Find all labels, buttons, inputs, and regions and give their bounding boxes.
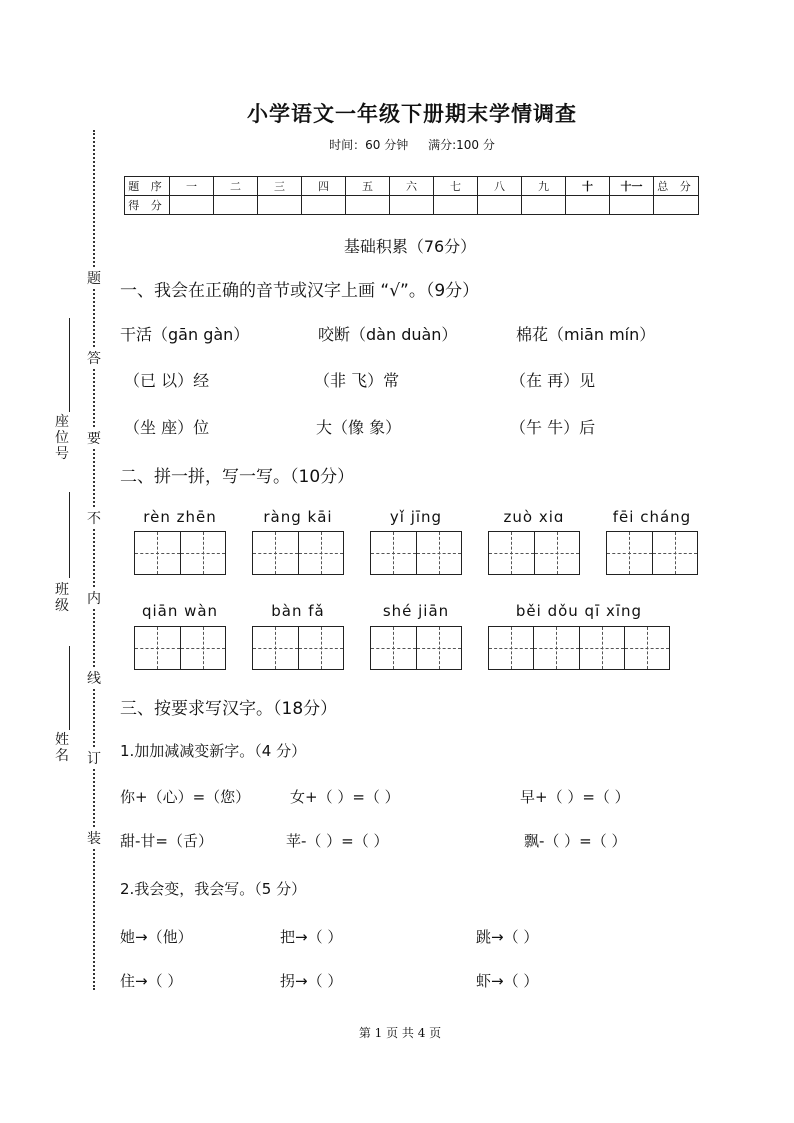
score-cell: 题 序 bbox=[125, 177, 170, 196]
q1-item[interactable]: （在 再）见 bbox=[510, 371, 596, 390]
q3-title: 三、按要求写汉字。（18分） bbox=[120, 699, 338, 719]
q3-item[interactable]: 住→（ ） bbox=[120, 972, 183, 990]
score-input-cell[interactable] bbox=[302, 196, 346, 215]
name-label: 姓名 bbox=[55, 732, 69, 764]
q1-title: 一、我会在正确的音节或汉字上画 “√”。（9分） bbox=[120, 281, 480, 301]
binding-char: 题 bbox=[86, 268, 102, 288]
binding-char: 答 bbox=[86, 348, 102, 368]
q3-item[interactable]: 虾→（ ） bbox=[476, 972, 539, 990]
tianzige-box[interactable] bbox=[606, 531, 698, 575]
binding-char: 线 bbox=[86, 668, 102, 688]
score-table-score-row bbox=[125, 196, 699, 215]
pinyin-label: bàn fǎ bbox=[271, 602, 325, 620]
q3-item[interactable]: 跳→（ ） bbox=[476, 928, 539, 946]
seat-label: 座位号 bbox=[55, 414, 69, 462]
tianzige-box[interactable] bbox=[252, 626, 344, 670]
binding-char: 要 bbox=[86, 428, 102, 448]
score-cell: 八 bbox=[478, 177, 522, 196]
tianzige-box[interactable] bbox=[370, 531, 462, 575]
q1-item[interactable]: 棉花（miān mín） bbox=[516, 325, 656, 344]
binding-char: 装 bbox=[86, 828, 102, 848]
q3-item[interactable]: 飘-（ ）=（ ） bbox=[524, 832, 627, 850]
q3-item: 甜-甘=（舌） bbox=[120, 832, 213, 850]
score-input-cell[interactable] bbox=[434, 196, 478, 215]
exam-time: 时间：60 分钟 bbox=[329, 138, 409, 152]
q1-item[interactable]: （午 牛）后 bbox=[510, 418, 596, 437]
score-input-cell[interactable] bbox=[258, 196, 302, 215]
binding-char: 内 bbox=[86, 588, 102, 608]
tianzige-box[interactable] bbox=[370, 626, 462, 670]
score-cell: 七 bbox=[434, 177, 478, 196]
score-cell: 五 bbox=[346, 177, 390, 196]
score-table bbox=[124, 176, 699, 215]
pinyin-label: rèn zhēn bbox=[143, 508, 217, 526]
page-footer: 第 1 页 共 4 页 bbox=[358, 1026, 442, 1040]
tianzige-box[interactable] bbox=[488, 626, 670, 670]
q1-item[interactable]: （坐 座）位 bbox=[124, 418, 210, 437]
q1-item[interactable]: 咬断（dàn duàn） bbox=[318, 325, 458, 344]
tianzige-box[interactable] bbox=[488, 531, 580, 575]
pinyin-label: fēi cháng bbox=[612, 508, 692, 526]
section-title: 基础积累（76分） bbox=[343, 237, 477, 256]
class-fill-line bbox=[69, 492, 70, 578]
score-cell: 三 bbox=[258, 177, 302, 196]
score-cell: 六 bbox=[390, 177, 434, 196]
score-cell: 四 bbox=[302, 177, 346, 196]
score-input-cell[interactable] bbox=[346, 196, 390, 215]
score-cell: 十 bbox=[566, 177, 610, 196]
tianzige-box[interactable] bbox=[252, 531, 344, 575]
binding-char: 订 bbox=[86, 748, 102, 768]
q1-item[interactable]: （非 飞）常 bbox=[314, 371, 400, 390]
exam-meta bbox=[0, 136, 794, 153]
class-label: 班级 bbox=[55, 582, 69, 614]
exam-full-score: 满分:100 分 bbox=[428, 138, 495, 152]
seat-fill-line bbox=[69, 318, 70, 412]
q3-item[interactable]: 苹-（ ）=（ ） bbox=[286, 832, 389, 850]
score-input-cell[interactable] bbox=[478, 196, 522, 215]
score-input-cell[interactable] bbox=[566, 196, 610, 215]
score-cell: 总 分 bbox=[654, 177, 699, 196]
tianzige-box[interactable] bbox=[134, 531, 226, 575]
score-input-cell[interactable] bbox=[214, 196, 258, 215]
score-input-cell[interactable] bbox=[610, 196, 654, 215]
q3-item[interactable]: 女+（ ）=（ ） bbox=[290, 788, 400, 806]
q3-sub1-title: 1.加加减减变新字。（4 分） bbox=[120, 742, 307, 760]
binding-dotted-line bbox=[93, 130, 95, 990]
name-fill-line bbox=[69, 646, 70, 730]
binding-char: 不 bbox=[86, 508, 102, 528]
pinyin-label: běi dǒu qī xīng bbox=[515, 602, 643, 620]
tianzige-box[interactable] bbox=[134, 626, 226, 670]
page-title: 小学语文一年级下册期末学情调查 bbox=[247, 102, 577, 126]
q3-item[interactable]: 把→（ ） bbox=[280, 928, 343, 946]
q1-item[interactable]: 干活（gān gàn） bbox=[120, 325, 250, 344]
q3-item[interactable]: 拐→（ ） bbox=[280, 972, 343, 990]
q1-item[interactable]: 大（像 象） bbox=[316, 418, 402, 437]
score-cell: 十一 bbox=[610, 177, 654, 196]
score-input-cell[interactable] bbox=[654, 196, 699, 215]
pinyin-label: ràng kāi bbox=[263, 508, 333, 526]
q1-item[interactable]: （已 以）经 bbox=[124, 371, 210, 390]
score-input-cell[interactable] bbox=[390, 196, 434, 215]
score-table-header-row bbox=[125, 177, 699, 196]
pinyin-label: yǐ jīng bbox=[389, 508, 443, 526]
score-input-cell[interactable] bbox=[170, 196, 214, 215]
q3-sub2-title: 2.我会变，我会写。（5 分） bbox=[120, 880, 307, 898]
q3-item: 你+（心）=（您） bbox=[120, 788, 251, 806]
q3-item: 她→（他） bbox=[120, 928, 193, 946]
pinyin-label: zuò xiɑ bbox=[503, 508, 565, 526]
score-input-cell[interactable] bbox=[522, 196, 566, 215]
pinyin-label: shé jiān bbox=[382, 602, 450, 620]
score-cell: 一 bbox=[170, 177, 214, 196]
score-cell: 九 bbox=[522, 177, 566, 196]
score-cell: 得 分 bbox=[125, 196, 170, 215]
pinyin-label: qiān wàn bbox=[141, 602, 219, 620]
q3-item[interactable]: 早+（ ）=（ ） bbox=[520, 788, 630, 806]
q2-title: 二、拼一拼，写一写。（10分） bbox=[120, 467, 355, 487]
score-cell: 二 bbox=[214, 177, 258, 196]
